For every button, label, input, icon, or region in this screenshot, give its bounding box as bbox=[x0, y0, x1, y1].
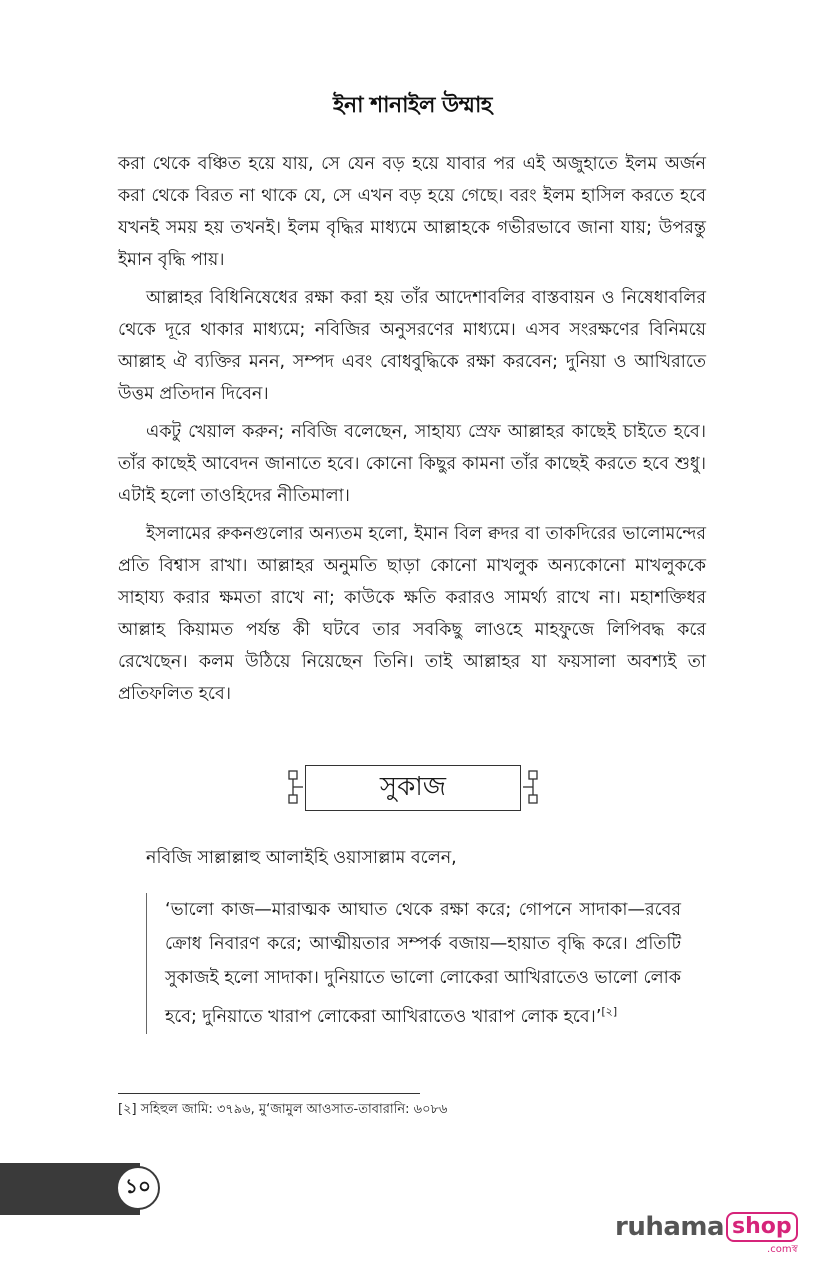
section-title: সুকাজ bbox=[379, 772, 447, 802]
paragraph-2: আল্লাহর বিধিনিষেধের রক্ষা করা হয় তাঁর আদেশাবলির বাস্তবায়ন ও নিষেধাবলির থেকে দূরে থাকার মাধ্যমে; নবিজির অনুসরণের মাধ্যমে। এসব সংরক্ষণের বিনিময়ে আল্লাহ ঐ ব্যক্তির মনন, সম্পদ এবং বোধবুদ্ধিকে রক্ষা করবেন; দুনিয়া ও আখিরাতে উত্তম প্রতিদান দিবেন। bbox=[118, 288, 706, 404]
hadith-quote-text: ‘ভালো কাজ—মারাত্মক আঘাত থেকে রক্ষা করে; গোপনে সাদাকা—রবের ক্রোধ নিবারণ করে; আত্মীয়তার সম্পর্ক বজায়—হায়াত বৃদ্ধি করে। প্রতিটি সুকাজই হলো সাদাকা। দুনিয়াতে ভালো লোকেরা আখিরাতেও ভালো লোক হবে; দুনিয়াতে খারাপ লোকেরা আখিরাতেও খারাপ লোক হবে।’ bbox=[165, 900, 681, 1027]
footnote-divider bbox=[118, 1093, 420, 1094]
section-ornament-left-icon bbox=[283, 769, 303, 805]
footnote: [২] সহিহুল জামি: ৩৭৯৬, মু‘জামুল আওসাত-তাবারানি: ৬০৮৬ bbox=[118, 1102, 448, 1117]
section-ornament-right-icon bbox=[523, 769, 543, 805]
body-text bbox=[118, 148, 706, 716]
page-number: ১০ bbox=[116, 1166, 160, 1210]
paragraph-4: ইসলামের রুকনগুলোর অন্যতম হলো, ইমান বিল ক্বদর বা তাকদিরের ভালোমন্দের প্রতি বিশ্বাস রাখা। আল্লাহর অনুমতি ছাড়া কোনো মাখলুক অন্যকোনো মাখলুককে সাহায্য করার ক্ষমতা রাখে না; কাউকে ক্ষতি করারও সামর্থ্য রাখে না। মহাশক্তিধর আল্লাহ কিয়ামত পর্যন্ত কী ঘটবে তার সবকিছু লাওহে মাহফুজে লিপিবদ্ধ করে রেখেছেন। কলম উঠিয়ে নিয়েছেন তিনি। তাই আল্লাহর যা ফয়সালা অবশ্যই তা প্রতিফলিত হবে। bbox=[118, 524, 706, 704]
logo-main-text: ruhama bbox=[615, 1212, 725, 1242]
section-title-box bbox=[305, 765, 521, 811]
hadith-intro: নবিজি সাল্লাল্লাহু আলাইহি ওয়াসাল্লাম বলেন, bbox=[146, 848, 457, 868]
footnote-ref[interactable]: [২] bbox=[601, 1005, 618, 1018]
running-header: ইনা শানাইল উম্মাহ bbox=[333, 93, 492, 118]
logo-domain-text: .comস্ব bbox=[767, 1244, 798, 1255]
paragraph-1: করা থেকে বঞ্চিত হয়ে যায়, সে যেন বড় হয়ে যাবার পর এই অজুহাতে ইলম অর্জন করা থেকে বিরত না থাকে যে, সে এখন বড় হয়ে গেছে। বরং ইলম হাসিল করতে হবে যখনই সময় হয় তখনই। ইলম বৃদ্ধির মাধ্যমে আল্লাহকে গভীরভাবে জানা যায়; উপরন্তু ইমান বৃদ্ধি পায়। bbox=[118, 154, 706, 270]
paragraph-3: একটু খেয়াল করুন; নবিজি বলেছেন, সাহায্য স্রেফ আল্লাহর কাছেই চাইতে হবে। তাঁর কাছেই আবেদন জানাতে হবে। কোনো কিছুর কামনা তাঁর কাছেই করতে হবে শুধু। এটাই হলো তাওহিদের নীতিমালা। bbox=[118, 422, 706, 506]
publisher-logo bbox=[615, 1212, 798, 1255]
logo-shop-text: shop bbox=[726, 1212, 798, 1242]
hadith-quote bbox=[146, 893, 681, 1034]
